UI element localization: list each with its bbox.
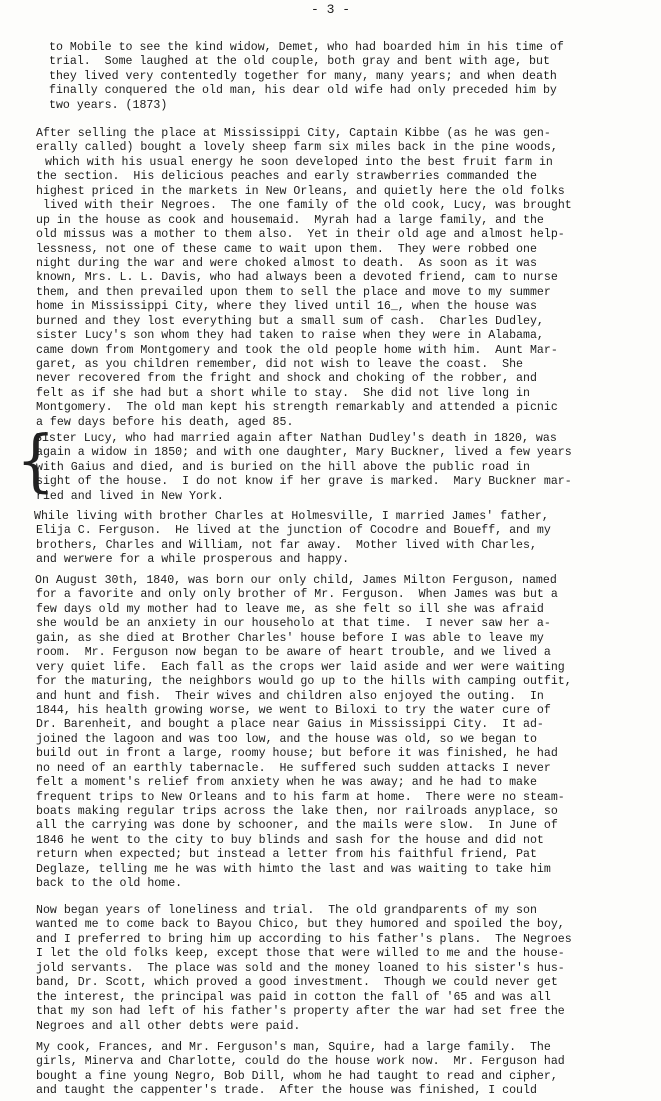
text-line: the section. His delicious peaches and early strawberries commanded the xyxy=(36,170,537,184)
paragraph-birth-of-james xyxy=(0,574,661,892)
text-line: I let the old folks keep, except those that were willed to me and the house- xyxy=(36,947,565,961)
text-line: Now began years of loneliness and trial. The old grandparents of my son xyxy=(36,904,537,917)
text-line: erally called) bought a lovely sheep farm six miles back in the pine woods, xyxy=(36,141,558,155)
text-line: garet, as you children remember, did not wish to leave the coast. She xyxy=(36,358,524,371)
text-line: joined the lagoon and was too low, and the house was old, so we began to xyxy=(36,732,537,746)
text-line: girls, Minerva and Charlotte, could do the house work now. Mr. Ferguson had xyxy=(36,1055,565,1069)
text-line: known, Mrs. L. L. Davis, who had always been a devoted friend, cam to nurse xyxy=(36,271,558,285)
text-line: gain, as she died at Brother Charles' house before I was able to leave my xyxy=(36,631,544,645)
text-line: Montgomery. The old man kept his strength remarkably and attended a picnic xyxy=(36,401,558,415)
text-line: never recovered from the fright and shock and choking of the robber, and xyxy=(36,372,537,386)
text-line: After selling the place at Mississippi City, Captain Kibbe (as he was gen- xyxy=(36,127,551,140)
text-line: few days old my mother had to leave me, as she felt so ill she was afraid xyxy=(36,602,544,616)
text-line: highest priced in the markets in New Orleans, and quietly here the old folks xyxy=(36,184,565,198)
text-line: bought a fine young Negro, Bob Dill, whom he had taught to read and cipher, xyxy=(36,1069,558,1083)
text-line: again a widow in 1850; and with one daughter, Mary Buckner, lived a few years xyxy=(36,446,572,460)
text-line: ried and lived in New York. xyxy=(36,489,224,503)
text-line: band, Dr. Scott, which proved a good investment. Though we could never get xyxy=(36,976,558,990)
text-line: While living with brother Charles at Holmesville, I married James' father, xyxy=(34,510,549,523)
paragraph-years-of-loneliness xyxy=(0,904,661,1034)
text-line: 1844, his health growing worse, we went to Biloxi to try the water cure of xyxy=(36,703,551,717)
text-line: to Mobile to see the kind widow, Demet, who had boarded him in his time of xyxy=(49,41,564,54)
text-line: with Gaius and died, and is buried on the hill above the public road in xyxy=(36,460,530,474)
text-line: she would be an anxiety in our householo at that time. I never saw her a- xyxy=(36,617,551,631)
text-line: build out in front a large, roomy house; but before it was finished, he had xyxy=(36,747,558,761)
text-line: very quiet life. Each fall as the crops wer laid aside and wer were waiting xyxy=(36,660,565,674)
text-line: came down from Montgomery and took the old people home with him. Aunt Mar- xyxy=(36,343,558,357)
text-line: and taught the cappenter's trade. After the house was finished, I could xyxy=(36,1084,537,1098)
text-line: for a favorite and only only brother of Mr. Ferguson. When James was but a xyxy=(36,588,558,602)
text-line: up in the house as cook and housemaid. Myrah had a large family, and the xyxy=(36,213,544,227)
margin-brace-mark: { xyxy=(16,421,56,500)
text-line: which with his usual energy he soon developed into the best fruit farm in xyxy=(45,155,553,169)
text-line: for the maturing, the neighbors would go up to the hills with camping outfit, xyxy=(36,675,572,689)
text-line: 1846 he went to the city to buy blinds and sash for the house and did not xyxy=(36,833,544,847)
text-line: jold servants. The place was sold and the money loaned to his sister's hus- xyxy=(36,961,565,975)
text-line: and werwere for a while prosperous and happy. xyxy=(36,553,350,567)
text-line: two years. (1873) xyxy=(49,98,168,112)
text-line: trial. Some laughed at the old couple, both gray and bent with age, but xyxy=(49,55,550,69)
text-line: and hunt and fish. Their wives and children also enjoyed the outing. In xyxy=(36,689,544,703)
paragraph-widow-demet xyxy=(0,41,661,113)
page-number: - 3 - xyxy=(310,2,350,17)
text-line: back to the old home. xyxy=(36,877,183,891)
text-line: return when expected; but instead a letter from his faithful friend, Pat xyxy=(36,848,537,862)
text-line: old missus was a mother to them also. Yet in their old age and almost help- xyxy=(36,228,565,242)
text-line: Sister Lucy, who had married again after Nathan Dudley's death in 1820, was xyxy=(35,432,557,445)
text-line: Negroes and all other debts were paid. xyxy=(36,1019,301,1033)
text-line: that my son had left of his father's property after the war had set free the xyxy=(36,1005,565,1019)
text-line: sight of the house. I do not know if her grave is marked. Mary Buckner mar- xyxy=(36,475,572,489)
text-line: no need of an earthly tabernacle. He suffered such sudden attacks I never xyxy=(36,761,551,775)
text-line: My cook, Frances, and Mr. Ferguson's man, Squire, had a large family. The xyxy=(36,1041,551,1054)
text-line: them, and then prevailed upon them to sell the place and move to my summer xyxy=(36,285,551,299)
text-line: boats making regular trips across the lake then, nor railroads anyplace, so xyxy=(36,805,558,818)
text-line: finally conquered the old man, his dear old wife had only preceded him by xyxy=(49,84,557,98)
text-line: lived with their Negroes. The one family of the old cook, Lucy, was brought xyxy=(43,199,572,213)
text-line: sister Lucy's son whom they had taken to raise when they were in Alabama, xyxy=(36,329,544,343)
text-line: felt a moment's relief from anxiety when he was away; and he had to make xyxy=(36,776,537,790)
paragraph-sister-lucy xyxy=(0,432,661,504)
paragraph-cook-frances xyxy=(0,1041,661,1099)
text-line: On August 30th, 1840, was born our only child, James Milton Ferguson, named xyxy=(35,574,557,587)
text-line: and I preferred to bring him up according to his father's plans. The Negroes xyxy=(36,932,572,946)
text-line: Deglaze, telling me he was with himto the last and was waiting to take him xyxy=(36,862,551,876)
text-line: felt as if she had but a short while to stay. She did not live long in xyxy=(36,386,530,400)
text-line: Elija C. Ferguson. He lived at the junction of Cocodre and Boueff, and my xyxy=(36,524,551,538)
paragraph-captain-kibbe xyxy=(0,127,661,430)
text-line: room. Mr. Ferguson now began to be aware of heart trouble, and we lived a xyxy=(36,646,551,660)
text-line: frequent trips to New Orleans and to his farm at home. There were no steam- xyxy=(36,790,565,804)
text-line: burned and they lost everything but a small sum of cash. Charles Dudley, xyxy=(36,314,544,328)
paragraph-holmesville-marriage xyxy=(0,510,661,568)
text-line: wanted me to come back to Bayou Chico, but they humored and spoiled the boy, xyxy=(36,918,565,932)
text-line: they lived very contentedly together for many, many years; and when death xyxy=(49,69,557,83)
text-line: home in Mississippi City, where they lived until 16_, when the house was xyxy=(36,300,537,314)
text-line: Dr. Barenheit, and bought a place near Gaius in Mississippi City. It ad- xyxy=(36,718,544,732)
text-line: night during the war and were choked almost to death. As soon as it was xyxy=(36,256,537,270)
text-line: all the carrying was done by schooner, and the mails were slow. In June of xyxy=(36,819,558,833)
text-line: the interest, the principal was paid in cotton the fall of '65 and was all xyxy=(36,990,551,1004)
text-line: lessness, not one of these came to wait upon them. They were robbed one xyxy=(36,242,537,256)
text-line: a few days before his death, aged 85. xyxy=(36,415,294,429)
text-line: brothers, Charles and William, not far away. Mother lived with Charles, xyxy=(36,538,537,552)
